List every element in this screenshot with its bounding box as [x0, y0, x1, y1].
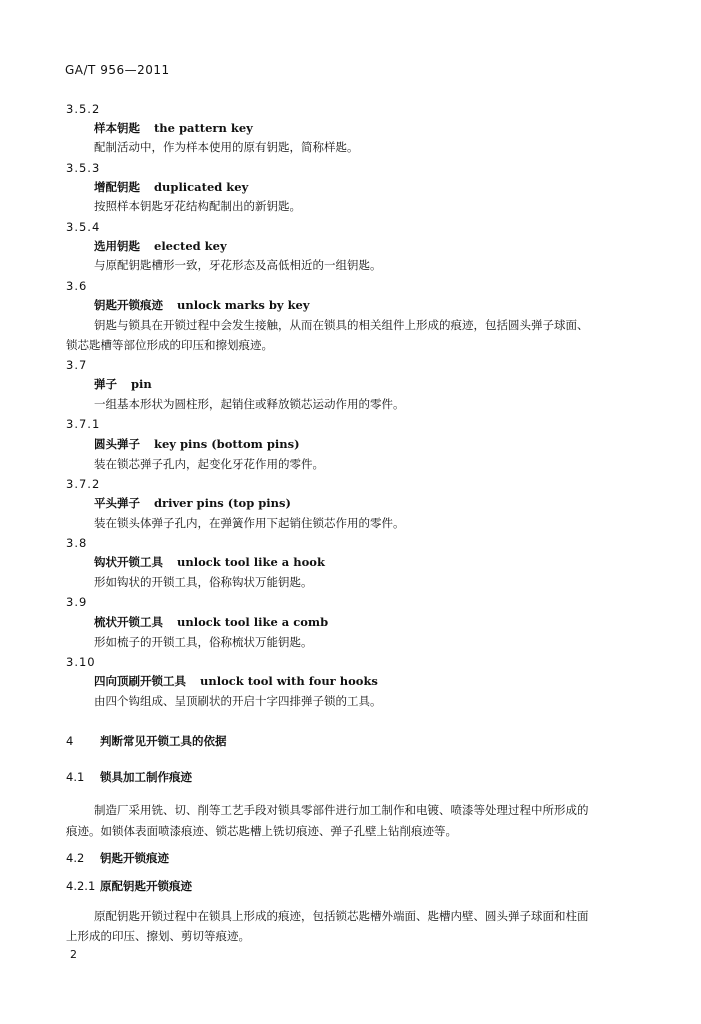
term-english: unlock tool with four hooks [200, 674, 378, 688]
term-heading [94, 298, 310, 312]
term-english: pin [131, 377, 152, 391]
section-title: 判断常见开锁工具的依据 [100, 734, 227, 748]
term-heading [94, 555, 325, 569]
term-english: unlock tool like a hook [177, 555, 325, 569]
term-chinese: 四向顶刷开锁工具 [94, 674, 186, 688]
section-heading [66, 851, 169, 865]
clause-number: 3.8 [66, 536, 88, 550]
term-chinese: 钥匙开锁痕迹 [94, 298, 163, 312]
body-paragraph: 制造厂采用铣、切、削等工艺手段对锁具零部件进行加工制作和电镀、喷漆等处理过程中所形成的 [94, 803, 589, 817]
term-chinese: 钩状开锁工具 [94, 555, 163, 569]
term-heading [94, 239, 227, 253]
clause-number: 3.5.4 [66, 220, 101, 234]
term-english: unlock tool like a comb [177, 615, 329, 629]
clause-number: 3.5.3 [66, 161, 101, 175]
term-heading [94, 615, 328, 629]
term-heading [94, 180, 248, 194]
section-heading [66, 879, 192, 893]
section-number: 4.2 [66, 851, 85, 865]
term-chinese: 平头弹子 [94, 496, 140, 510]
section-title: 钥匙开锁痕迹 [100, 851, 169, 865]
term-definition: 装在锁芯弹子孔内，起变化牙花作用的零件。 [94, 457, 324, 471]
term-definition: 形如梳子的开锁工具，俗称梳状万能钥匙。 [94, 635, 313, 649]
section-title: 锁具加工制作痕迹 [100, 770, 192, 784]
clause-number: 3.7.1 [66, 417, 101, 431]
document-code: GA/T 956—2011 [65, 63, 170, 77]
term-english: elected key [154, 239, 227, 253]
term-definition-continued: 锁芯匙槽等部位形成的印压和擦划痕迹。 [66, 338, 273, 352]
term-definition: 由四个钩组成、呈顶刷状的开启十字四排弹子锁的工具。 [94, 694, 382, 708]
term-english: driver pins (top pins) [154, 496, 291, 510]
term-english: the pattern key [154, 121, 253, 135]
clause-number: 3.9 [66, 595, 88, 609]
section-heading [66, 770, 192, 784]
term-english: key pins (bottom pins) [154, 437, 300, 451]
clause-number: 3.10 [66, 655, 96, 669]
section-number: 4.1 [66, 770, 85, 784]
term-chinese: 弹子 [94, 377, 117, 391]
body-paragraph-continued: 痕迹。如锁体表面喷漆痕迹、锁芯匙槽上铣切痕迹、弹子孔壁上钻削痕迹等。 [66, 824, 457, 838]
section-number: 4 [66, 734, 74, 748]
term-definition: 装在锁头体弹子孔内，在弹簧作用下起销住锁芯作用的零件。 [94, 516, 405, 530]
term-english: duplicated key [154, 180, 249, 194]
term-definition: 钥匙与锁具在开锁过程中会发生接触，从而在锁具的相关组件上形成的痕迹，包括圆头弹子球面、 [94, 318, 589, 332]
term-english: unlock marks by key [177, 298, 310, 312]
term-definition: 形如钩状的开锁工具，俗称钩状万能钥匙。 [94, 575, 313, 589]
term-chinese: 选用钥匙 [94, 239, 140, 253]
term-definition: 一组基本形状为圆柱形，起销住或释放锁芯运动作用的零件。 [94, 397, 405, 411]
term-heading [94, 496, 291, 510]
clause-number: 3.5.2 [66, 102, 101, 116]
term-chinese: 增配钥匙 [94, 180, 140, 194]
section-title: 原配钥匙开锁痕迹 [100, 879, 192, 893]
clause-number: 3.7 [66, 358, 88, 372]
term-chinese: 圆头弹子 [94, 437, 140, 451]
body-paragraph-continued: 上形成的印压、擦划、剪切等痕迹。 [66, 929, 250, 943]
term-chinese: 样本钥匙 [94, 121, 140, 135]
page-number: 2 [70, 948, 77, 961]
clause-number: 3.6 [66, 279, 88, 293]
clause-number: 3.7.2 [66, 477, 101, 491]
term-heading [94, 121, 253, 135]
term-definition: 配制活动中，作为样本使用的原有钥匙，简称样匙。 [94, 140, 359, 154]
section-heading [66, 734, 227, 748]
term-heading [94, 437, 300, 451]
term-heading [94, 674, 378, 688]
term-definition: 与原配钥匙槽形一致，牙花形态及高低相近的一组钥匙。 [94, 258, 382, 272]
section-number: 4.2.1 [66, 879, 96, 893]
term-heading [94, 377, 152, 391]
term-definition: 按照样本钥匙牙花结构配制出的新钥匙。 [94, 199, 301, 213]
term-chinese: 梳状开锁工具 [94, 615, 163, 629]
body-paragraph: 原配钥匙开锁过程中在锁具上形成的痕迹，包括锁芯匙槽外端面、匙槽内壁、圆头弹子球面和柱面 [94, 909, 589, 923]
